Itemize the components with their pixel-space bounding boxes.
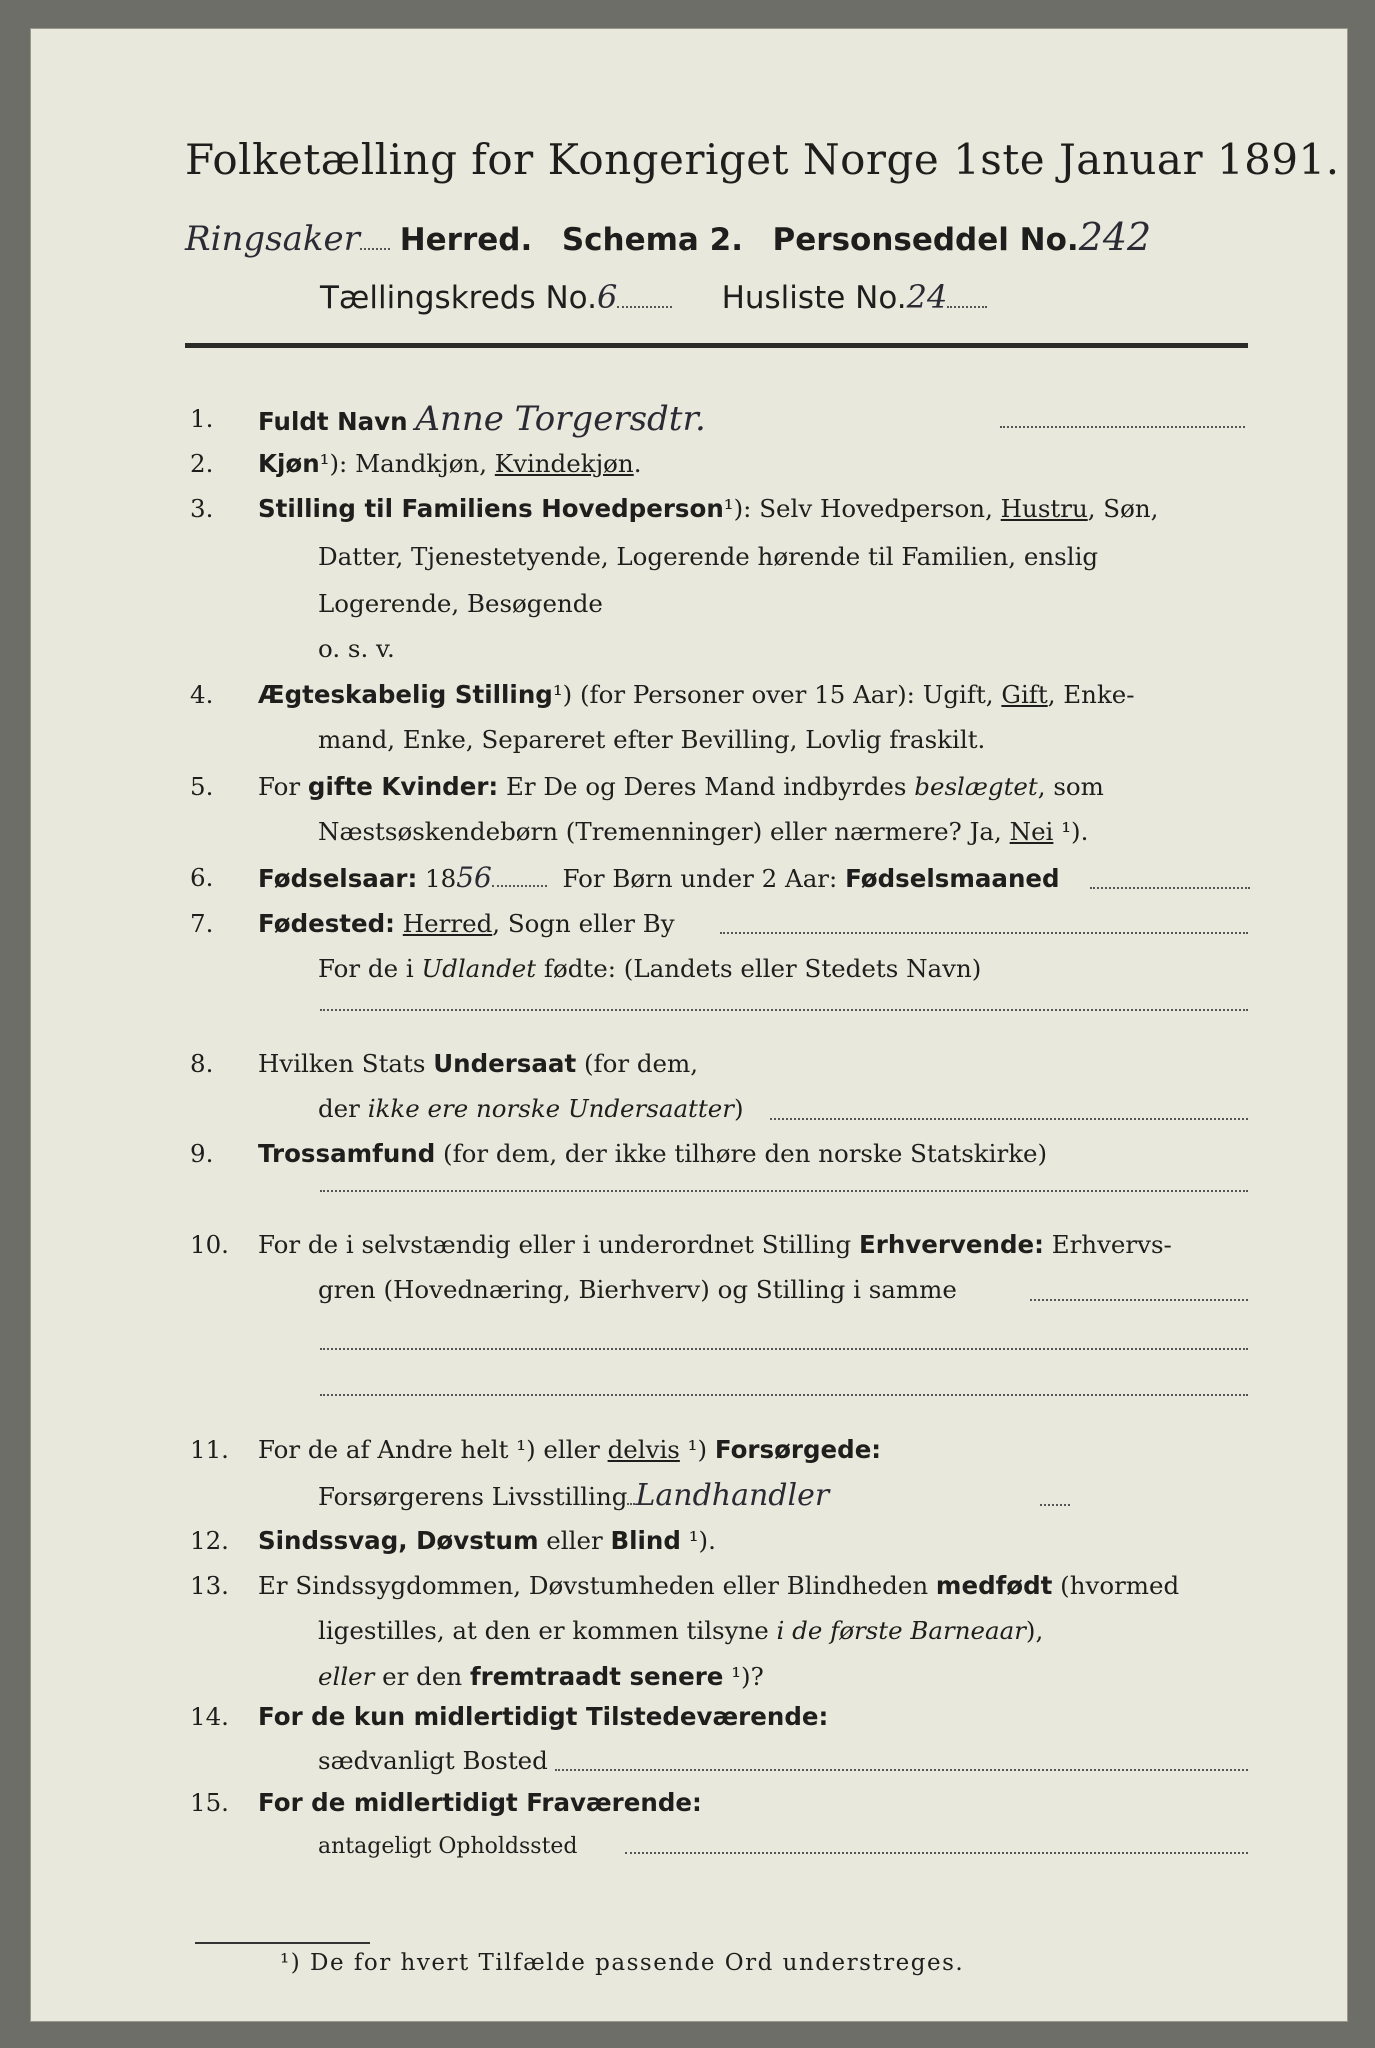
- q1-label: Fuldt Navn: [258, 406, 408, 436]
- footnote: ¹) De for hvert Tilfælde passende Ord understreges.: [280, 1950, 965, 1976]
- kreds-label: Tællingskreds No.: [320, 280, 597, 316]
- header-rule: [185, 343, 1248, 348]
- q5-number: 5.: [190, 771, 214, 801]
- q11-text-b: ¹): [679, 1435, 715, 1465]
- q13-line2-text: ligestilles, at den er kommen tilsyne: [318, 1616, 777, 1646]
- q2-number: 2.: [190, 448, 214, 478]
- kreds-value: 6: [596, 278, 618, 316]
- q1-answer: Anne Torgersdtr.: [415, 398, 706, 439]
- q6-number: 6.: [190, 863, 214, 893]
- q10-row: [258, 1229, 1172, 1261]
- husliste-label: Husliste No.: [721, 280, 907, 316]
- q8-text-b: (for dem,: [576, 1048, 699, 1078]
- q11-label: Forsørgede:: [714, 1435, 882, 1465]
- q15-number: 15.: [190, 1788, 229, 1818]
- q10-line2: gren (Hovednæring, Bierhverv) og Stilling i samme: [318, 1275, 957, 1305]
- q13-line3-text: er den: [374, 1661, 470, 1691]
- q9-number: 9.: [190, 1139, 214, 1169]
- q7-dotted-line: [720, 932, 1248, 934]
- q8-number: 8.: [190, 1048, 214, 1078]
- q10-dotted-line3: [320, 1394, 1248, 1396]
- q13-line3: [318, 1661, 764, 1693]
- q8-row: [258, 1048, 698, 1080]
- q3-selected-option: Hustru: [1000, 494, 1088, 524]
- q12-label: Sindssvag, Døvstum: [258, 1525, 539, 1555]
- q9-label: Trossamfund: [258, 1139, 436, 1169]
- q15-label: For de midlertidigt Fraværende:: [258, 1788, 702, 1818]
- q13-label: medfødt: [935, 1571, 1053, 1601]
- q15-row: [258, 1787, 702, 1819]
- q14-line2: sædvanligt Bosted: [318, 1745, 548, 1775]
- q7-line2-text: For de i: [318, 953, 422, 983]
- q7-selected-option: Herred: [402, 908, 493, 938]
- q5-text-b: Er De og Deres Mand indbyrdes: [498, 771, 915, 801]
- q7-row: [258, 908, 675, 940]
- q13-text-a: Er Sindssygdommen, Døvstumheden eller Blindheden: [258, 1571, 936, 1601]
- q12-number: 12.: [190, 1525, 229, 1555]
- q13-text-b: (hvormed: [1052, 1571, 1180, 1601]
- q6-answer: 56: [456, 861, 492, 895]
- q10-text-a: For de i selvstændig eller i underordnet Stilling: [258, 1229, 859, 1259]
- q13-line3-italic: eller: [318, 1661, 375, 1691]
- herred-value: Ringsaker: [185, 219, 360, 259]
- q8-italic: ikke ere norske Undersaatter: [367, 1094, 734, 1124]
- q14-row: [258, 1701, 828, 1733]
- q4-line2: mand, Enke, Separeret efter Bevilling, Lovlig fraskilt.: [318, 724, 986, 754]
- q2-text: ¹): Mandkjøn,: [319, 448, 495, 478]
- q5-line2: [318, 816, 1088, 848]
- q6-label: Fødselsaar:: [258, 864, 418, 894]
- q1-number: 1.: [190, 403, 214, 433]
- q4-number: 4.: [190, 679, 214, 709]
- q10-number: 10.: [190, 1229, 229, 1259]
- q3-text: ¹): Selv Hovedperson,: [723, 494, 1001, 524]
- q8-line2: [318, 1093, 744, 1125]
- q4-end: , Enke-: [1047, 679, 1135, 709]
- q12-text: eller: [538, 1525, 611, 1555]
- q13-number: 13.: [190, 1571, 229, 1601]
- q2-end: .: [633, 448, 642, 478]
- q15-line2: antageligt Opholdssted: [318, 1833, 578, 1859]
- q11-selected-option: delvis: [607, 1435, 680, 1465]
- q10-label: Erhvervende:: [859, 1229, 1044, 1259]
- husliste-value: 24: [906, 278, 948, 316]
- q8-dotted-line: [770, 1118, 1248, 1120]
- q5-italic: beslægtet: [914, 771, 1038, 801]
- q11-dotted-line: [1040, 1504, 1070, 1506]
- q3-label: Stilling til Familiens Hovedperson: [258, 494, 724, 524]
- schema-label: Schema 2.: [561, 222, 743, 258]
- q6-row: [258, 862, 1060, 895]
- q9-row: [258, 1138, 1047, 1170]
- q1-row: [258, 398, 706, 439]
- personseddel-value: 242: [1078, 215, 1152, 259]
- kreds-line: [320, 278, 987, 316]
- q10-dotted-line: [1030, 1299, 1248, 1301]
- q11-row: [258, 1434, 881, 1466]
- q15-dotted-line: [625, 1852, 1248, 1854]
- q13-line2-end: ),: [1025, 1616, 1044, 1646]
- q3-line3: Logerende, Besøgende: [318, 589, 603, 619]
- q6-dotted-line: [1090, 887, 1250, 889]
- q2-label: Kjøn: [258, 448, 320, 478]
- q12-row: [258, 1525, 716, 1557]
- q14-label: For de kun midlertidigt Tilstedeværende:: [258, 1702, 829, 1732]
- q1-dotted-line: [1000, 426, 1245, 428]
- q3-line4: o. s. v.: [318, 634, 395, 664]
- personseddel-label: Personseddel No.: [772, 222, 1079, 258]
- q5-line2-text: Næstsøskendebørn (Tremenninger) eller nærmere? Ja,: [318, 817, 1010, 847]
- q7-dotted-line2: [320, 1009, 1248, 1011]
- q3-line2: Datter, Tjenestetyende, Logerende hørende til Familien, enslig: [318, 542, 1099, 572]
- q2-row: [258, 448, 642, 480]
- q5-text-c: , som: [1037, 771, 1104, 801]
- q7-line2: [318, 953, 981, 985]
- q7-label: Fødested:: [258, 908, 395, 938]
- q6-prefix: 18: [417, 864, 457, 894]
- q5-row: [258, 771, 1104, 803]
- q5-line2-end: ¹).: [1053, 817, 1089, 847]
- q13-line3-end: ¹)?: [723, 1661, 764, 1691]
- q3-number: 3.: [190, 494, 214, 524]
- q4-row: [258, 679, 1135, 711]
- q13-label2: fremtraadt senere: [469, 1661, 724, 1691]
- form-title: Folketælling for Kongeriget Norge 1ste Januar 1891.: [185, 135, 1340, 184]
- q5-selected-option: Nei: [1009, 817, 1054, 847]
- q8-line2-text: der: [318, 1094, 368, 1124]
- q12-end: ¹).: [680, 1525, 716, 1555]
- q6-label2: Fødselsmaaned: [845, 864, 1060, 894]
- q7-italic: Udlandet: [421, 953, 537, 983]
- q4-selected-option: Gift: [1001, 679, 1048, 709]
- q7-text: , Sogn eller By: [492, 908, 675, 938]
- q5-label: gifte Kvinder:: [307, 771, 499, 801]
- q3-end: , Søn,: [1087, 494, 1159, 524]
- q6-text: For Børn under 2 Aar:: [562, 864, 846, 894]
- q13-italic: i de første Barneaar: [776, 1616, 1026, 1646]
- q11-line2-text: Forsørgerens Livsstilling: [318, 1481, 628, 1511]
- q3-row: [258, 493, 1158, 525]
- q12-label2: Blind: [610, 1525, 681, 1555]
- q8-line2-end: ): [733, 1094, 744, 1124]
- q10-dotted-line2: [320, 1348, 1248, 1350]
- q14-dotted-line: [555, 1769, 1248, 1771]
- herred-line: [185, 215, 1151, 259]
- q13-row: [258, 1570, 1179, 1602]
- q9-dotted-line: [320, 1190, 1248, 1192]
- q4-text: ¹) (for Personer over 15 Aar): Ugift,: [552, 679, 1002, 709]
- q14-number: 14.: [190, 1702, 229, 1732]
- q11-text-a: For de af Andre helt ¹) eller: [258, 1435, 608, 1465]
- q11-answer: Landhandler: [635, 1477, 830, 1513]
- q2-selected-option: Kvindekjøn: [494, 448, 634, 478]
- q8-label: Undersaat: [433, 1048, 577, 1078]
- q5-text-a: For: [258, 771, 308, 801]
- q7-line2-end: fødte: (Landets eller Stedets Navn): [536, 953, 982, 983]
- q11-line2: [318, 1477, 830, 1513]
- q7-number: 7.: [190, 908, 214, 938]
- q11-number: 11.: [190, 1435, 229, 1465]
- q4-label: Ægteskabelig Stilling: [258, 679, 553, 709]
- q9-text: (for dem, der ikke tilhøre den norske Statskirke): [435, 1139, 1048, 1169]
- footnote-rule: [195, 1942, 370, 1944]
- q8-text-a: Hvilken Stats: [258, 1048, 434, 1078]
- q13-line2: [318, 1615, 1043, 1647]
- herred-label: Herred.: [399, 222, 533, 258]
- q10-text-b: Erhvervs-: [1043, 1229, 1172, 1259]
